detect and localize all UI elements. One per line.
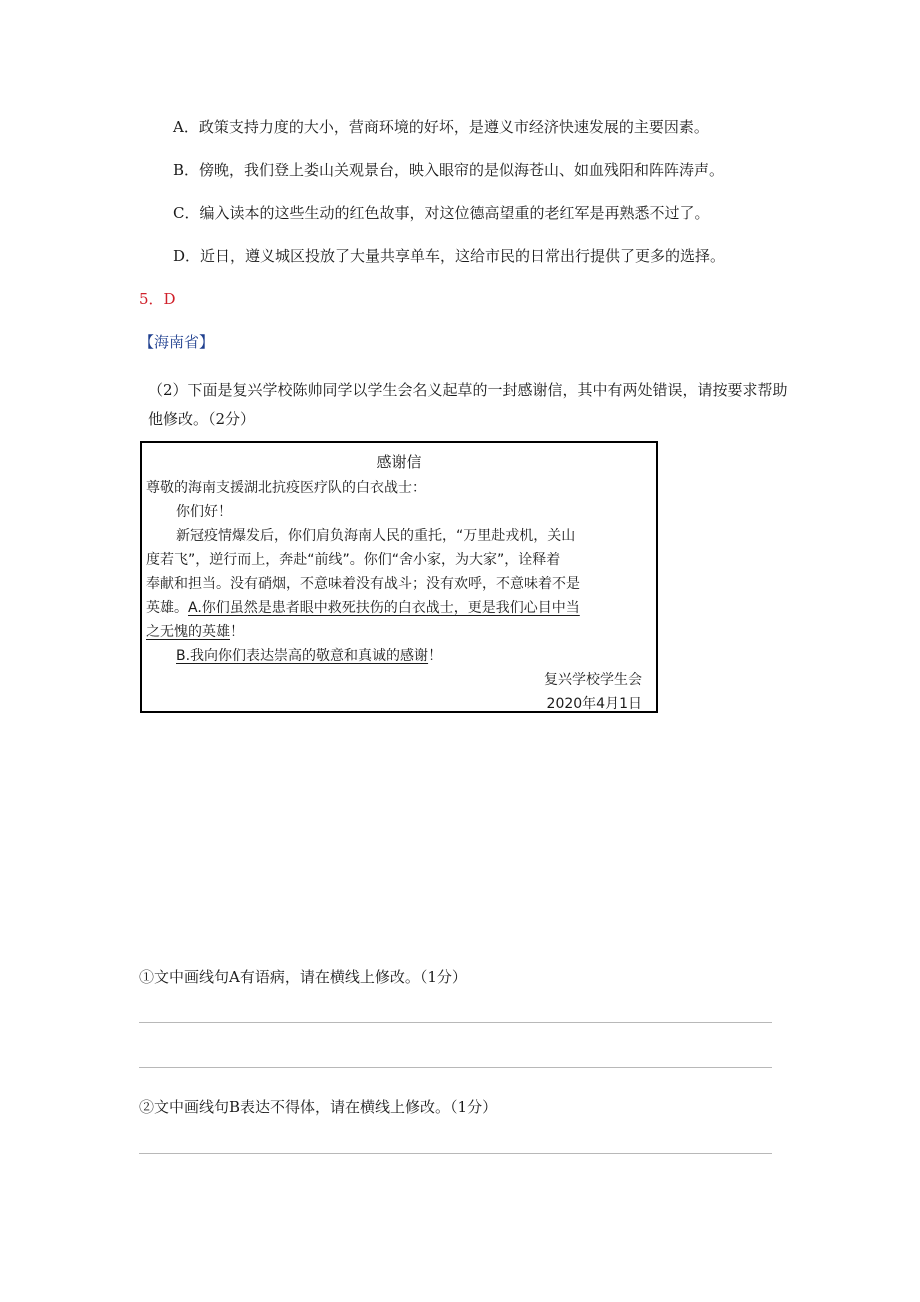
region-heading: 【海南省】	[139, 333, 215, 351]
underlined-sentence-b: B.我向你们表达崇高的敬意和真诚的感谢	[176, 648, 429, 664]
letter-date: 2020年4月1日	[546, 696, 642, 712]
letter-text: ！	[428, 648, 443, 664]
underlined-sentence-a-cont: 之无愧的英雄	[146, 624, 230, 640]
answer-line-2[interactable]	[139, 1067, 772, 1068]
question-text: （2）下面是复兴学校陈帅同学以学生会名义起草的一封感谢信，其中有两处错误，请按要求帮助他修改。（2分）	[148, 381, 788, 428]
letter-salutation: 尊敬的海南支援湖北抗疫医疗队的白衣战士：	[146, 480, 426, 496]
letter-body-line-5	[146, 621, 244, 641]
underlined-sentence-a: A.你们虽然是患者眼中救死扶伤的白衣战士，更是我们心目中当	[188, 600, 580, 616]
sub-question-2: ②文中画线句B表达不得体，请在横线上修改。（1分）	[139, 1098, 498, 1116]
letter-body-line-6	[176, 645, 442, 665]
answer-line-3[interactable]	[139, 1153, 772, 1154]
thank-you-letter	[140, 441, 658, 713]
letter-body-line-4	[146, 597, 580, 617]
option-b: B．傍晚，我们登上娄山关观景台，映入眼帘的是似海苍山、如血残阳和阵阵涛声。	[173, 161, 725, 179]
option-c: C．编入读本的这些生动的红色故事，对这位德高望重的老红军是再熟悉不过了。	[173, 204, 710, 222]
answer-label: 5．D	[139, 290, 176, 308]
letter-signature: 复兴学校学生会	[544, 672, 642, 688]
option-a: A．政策支持力度的大小，营商环境的好坏，是遵义市经济快速发展的主要因素。	[173, 118, 709, 136]
letter-body-line-2: 度若飞”，逆行而上，奔赴“前线”。你们“舍小家，为大家”，诠释着	[146, 552, 561, 568]
letter-title: 感谢信	[376, 453, 422, 471]
option-d: D．近日，遵义城区投放了大量共享单车，这给市民的日常出行提供了更多的选择。	[173, 247, 726, 265]
sub-question-1: ①文中画线句A有语病，请在横线上修改。（1分）	[139, 968, 467, 986]
letter-greeting: 你们好！	[176, 504, 232, 520]
letter-body-line-3: 奉献和担当。没有硝烟，不意味着没有战斗；没有欢呼，不意味着不是	[146, 576, 580, 592]
letter-body-line-1: 新冠疫情爆发后，你们肩负海南人民的重托，“万里赴戎机，关山	[176, 528, 576, 544]
letter-text: 英雄。	[146, 600, 188, 616]
letter-text: ！	[230, 624, 244, 640]
answer-line-1[interactable]	[139, 1022, 772, 1023]
